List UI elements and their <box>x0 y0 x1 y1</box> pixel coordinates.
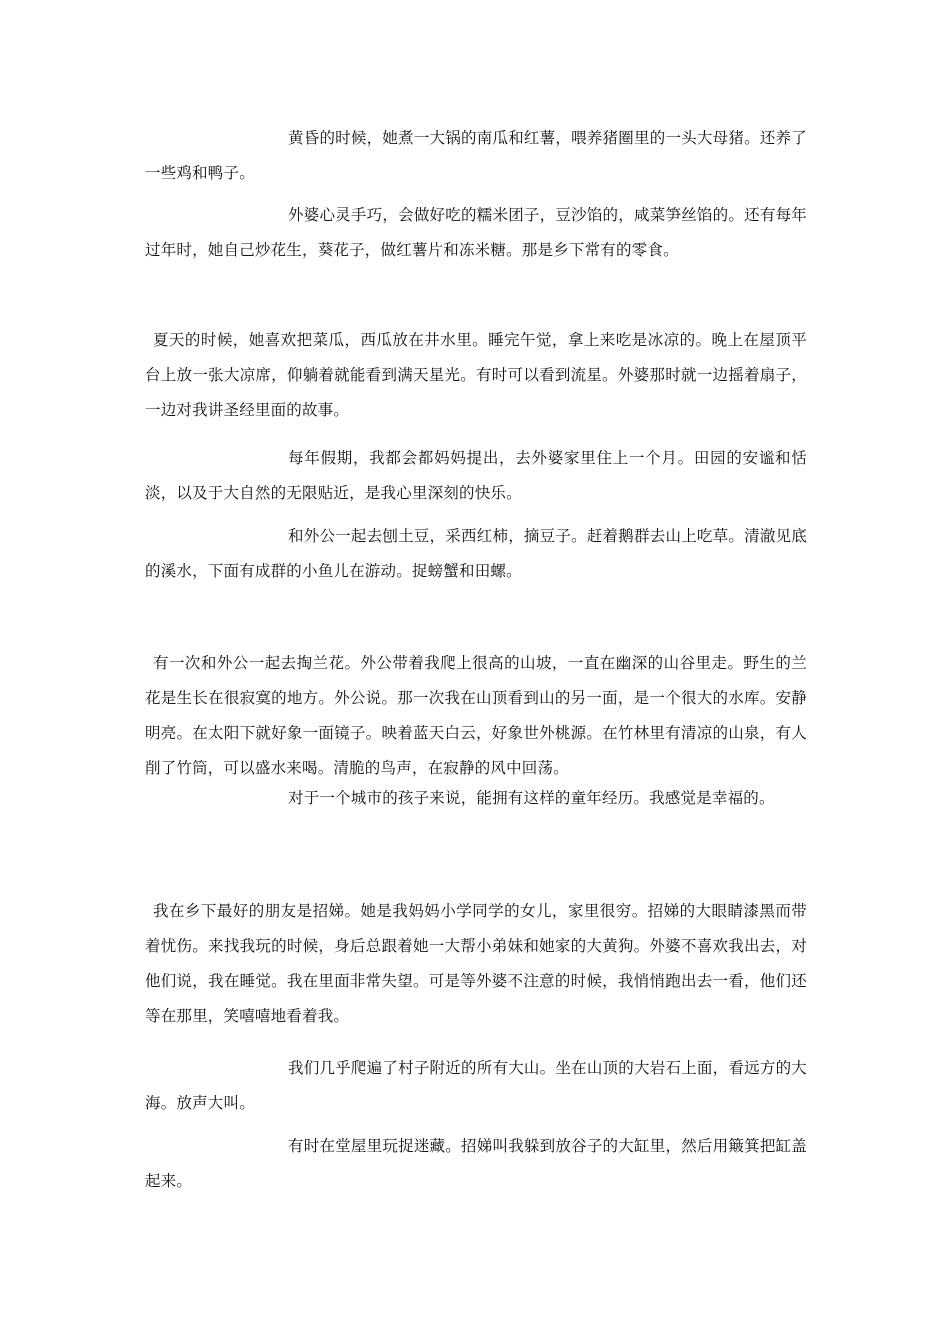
paragraph: 我在乡下最好的朋友是招娣。她是我妈妈小学同学的女儿，家里很穷。招娣的大眼睛漆黑而带着忧伤。来找我玩的时候，身后总跟着她一大帮小弟妹和她家的大黄狗。外婆不喜欢我出去，对他们说，我在睡觉。我在里面非常失望。可是等外婆不注意的时候，我悄悄跑出去一看，他们还等在那里，笑嘻嘻地看着我。 <box>145 902 807 1025</box>
paragraph: 有时在堂屋里玩捉迷藏。招娣叫我躲到放谷子的大缸里，然后用簸箕把缸盖起来。 <box>145 1137 807 1190</box>
paragraph: 夏天的时候，她喜欢把菜瓜，西瓜放在井水里。睡完午觉，拿上来吃是冰凉的。晚上在屋顶平台上放一张大凉席，仰躺着就能看到满天星光。有时可以看到流星。外婆那时就一边摇着扇子，一边对我讲圣经里面的故事。 <box>145 331 807 419</box>
paragraph: 有一次和外公一起去掏兰花。外公带着我爬上很高的山坡，一直在幽深的山谷里走。野生的兰花是生长在很寂寞的地方。外公说。那一次我在山顶看到山的另一面，是一个很大的水库。安静明亮。在太阳下就好象一面镜子。映着蓝天白云，好象世外桃源。在竹林里有清凉的山泉，有人削了竹筒，可以盛水来喝。清脆的鸟声，在寂静的风中回荡。 <box>145 654 807 777</box>
paragraph: 每年假期，我都会都妈妈提出，去外婆家里住上一个月。田园的安谧和恬淡，以及于大自然的无限贴近，是我心里深刻的快乐。 <box>145 449 807 502</box>
paragraph: 黄昏的时候，她煮一大锅的南瓜和红薯，喂养猪圈里的一头大母猪。还养了一些鸡和鸭子。 <box>145 129 807 182</box>
paragraph: 对于一个城市的孩子来说，能拥有这样的童年经历。我感觉是幸福的。 <box>288 789 775 807</box>
paragraph: 和外公一起去刨土豆，采西红柿，摘豆子。赶着鹅群去山上吃草。清澈见底的溪水，下面有成群的小鱼儿在游动。捉螃蟹和田螺。 <box>145 527 807 580</box>
paragraph: 外婆心灵手巧，会做好吃的糯米团子，豆沙馅的，咸菜笋丝馅的。还有每年过年时，她自己炒花生，葵花子，做红薯片和冻米糖。那是乡下常有的零食。 <box>145 206 807 259</box>
paragraph: 我们几乎爬遍了村子附近的所有大山。坐在山顶的大岩石上面，看远方的大海。放声大叫。 <box>145 1059 807 1112</box>
